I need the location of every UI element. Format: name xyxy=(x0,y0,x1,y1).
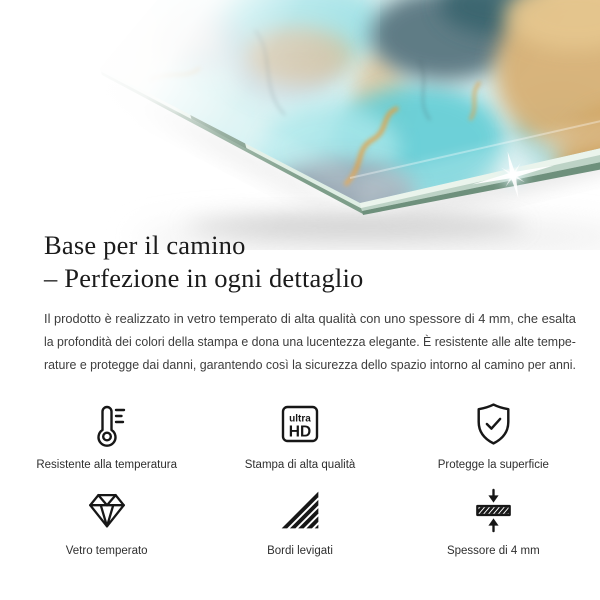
polished-edges-icon xyxy=(278,486,322,534)
title-line-1: Base per il camino xyxy=(44,230,246,260)
corner-fade-overlay xyxy=(40,0,380,250)
feature-grid xyxy=(10,400,590,558)
feature-label: Bordi levigati xyxy=(267,545,333,557)
description-line-1: Il prodotto è realizzato in vetro temperato di alta qualità con uno spessore di 4 mm, che esalta xyxy=(44,311,576,326)
feature-item-thickness xyxy=(397,486,590,558)
thickness-icon xyxy=(470,486,517,534)
description-line-3: rature e protegge dai danni, garantendo così la sicurezza dello spazio intorno al camino per anni. xyxy=(44,357,576,372)
diamond-icon xyxy=(84,486,130,534)
ultra-hd-label-bottom: HD xyxy=(288,423,312,441)
ultra-hd-icon xyxy=(276,400,324,448)
shield-check-icon xyxy=(469,400,518,448)
feature-item-print-quality xyxy=(203,400,396,472)
feature-item-temperature xyxy=(10,400,203,472)
title-line-2: – Perfezione in ogni dettaglio xyxy=(44,263,364,293)
feature-label: Stampa di alta qualità xyxy=(244,459,356,471)
product-image xyxy=(0,0,600,250)
page-title xyxy=(44,229,364,295)
feature-item-protection xyxy=(397,400,590,472)
ultra-hd-label-top: ultra xyxy=(289,413,311,425)
description-line-2: la profondità dei colori della stampa e dona una lucentezza elegante. È resistente alle alte tempe- xyxy=(44,334,576,349)
feature-item-tempered-glass xyxy=(10,486,203,558)
feature-label: Vetro temperato xyxy=(65,545,148,557)
feature-label: Resistente alla temperatura xyxy=(36,459,177,471)
feature-label: Spessore di 4 mm xyxy=(446,545,540,557)
feature-label: Protegge la superficie xyxy=(437,459,549,471)
product-description xyxy=(44,307,578,376)
glass-panel-illustration xyxy=(0,0,600,250)
thermometer-icon xyxy=(83,400,131,448)
feature-item-polished-edges xyxy=(203,486,396,558)
